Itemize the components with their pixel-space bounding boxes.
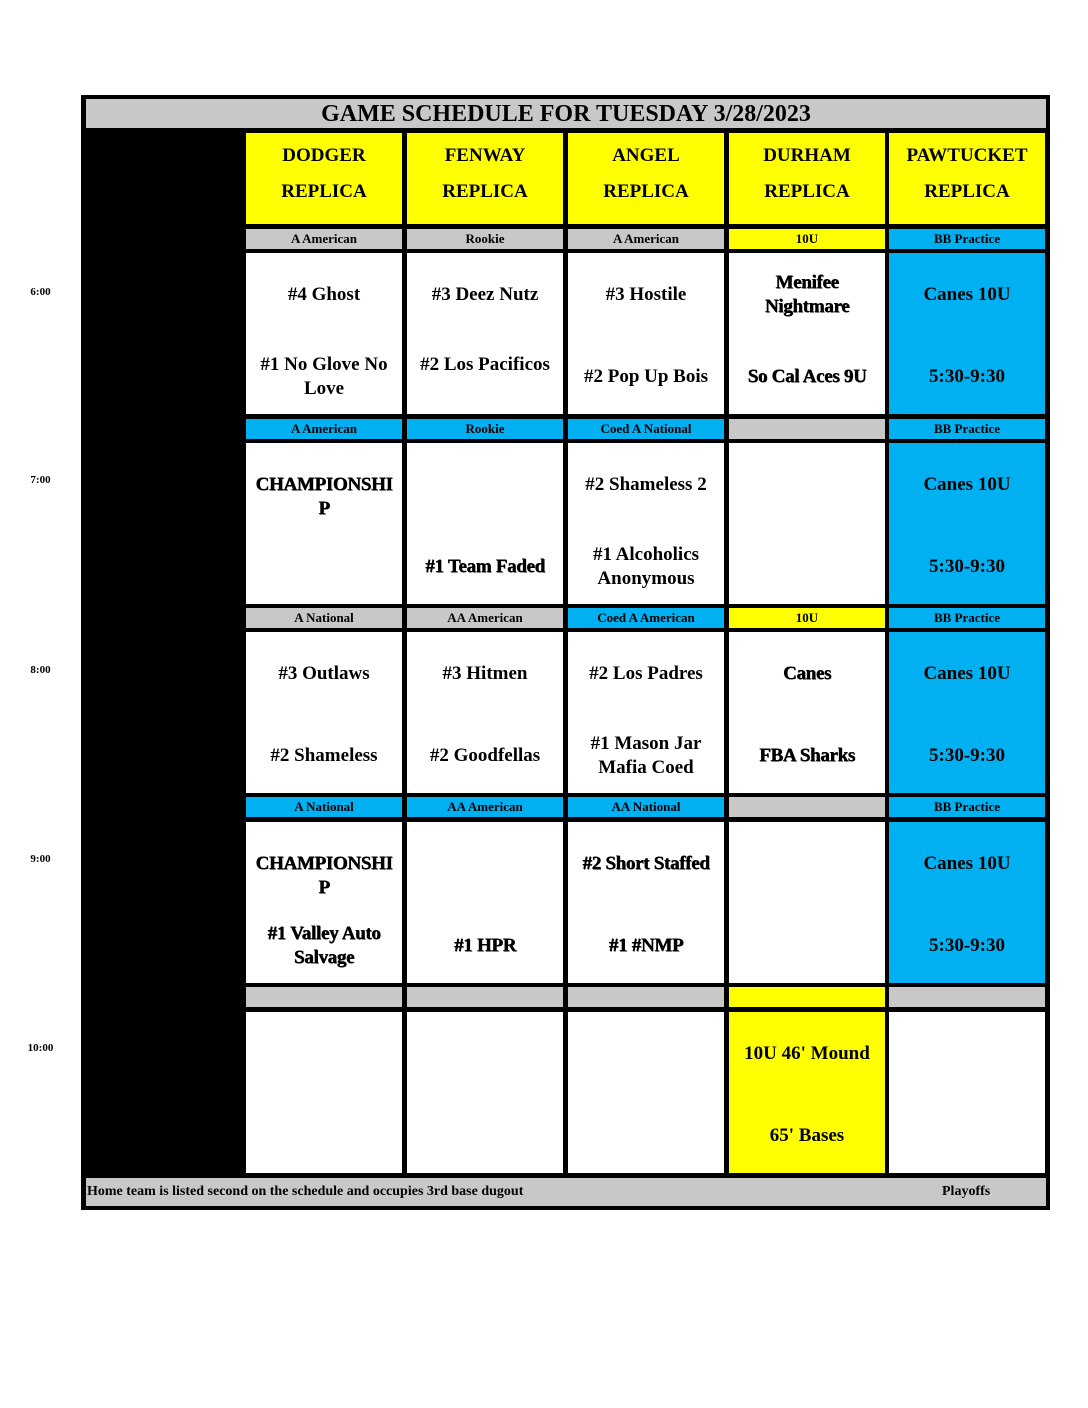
home-team: #1 Mason Jar Mafia Coed (590, 733, 702, 778)
division-label (568, 987, 724, 1007)
division-label: Rookie (407, 419, 563, 439)
division-label: BB Practice (889, 797, 1045, 817)
away-team: Canes (782, 663, 832, 684)
game-cell (246, 632, 402, 793)
time-label: 9:00 (30, 853, 51, 865)
away-team: Canes 10U (923, 474, 1011, 495)
division-label: A American (246, 229, 402, 249)
division-label: AA American (407, 608, 563, 628)
game-cell (568, 253, 724, 414)
time-label: 6:00 (30, 286, 51, 298)
game-cell (889, 632, 1045, 793)
field-name: PAWTUCKET (906, 145, 1028, 166)
division-label: A American (568, 229, 724, 249)
home-team: 5:30-9:30 (929, 935, 1005, 956)
game-cell (568, 443, 724, 604)
home-team: #1 #NMP (608, 935, 684, 956)
away-team: Menifee Nightmare (764, 272, 850, 317)
division-label: AA National (568, 797, 724, 817)
home-team: So Cal Aces 9U (747, 366, 867, 387)
field-subtitle: REPLICA (603, 181, 689, 202)
away-team: 10U 46' Mound (744, 1043, 870, 1064)
home-team: #2 Shameless (270, 745, 378, 766)
away-team: #2 Short Staffed (582, 853, 710, 874)
footer-bar (86, 1178, 1046, 1206)
game-cell (246, 1012, 402, 1173)
home-team: #2 Los Pacificos (420, 354, 550, 375)
game-cell (568, 1012, 724, 1173)
away-team: CHAMPIONSHIP (255, 474, 393, 519)
field-name: DURHAM (763, 145, 851, 166)
away-team: #3 Deez Nutz (431, 284, 539, 305)
division-label (729, 797, 885, 817)
home-team: #1 No Glove No Love (260, 354, 388, 399)
home-team: 5:30-9:30 (929, 366, 1005, 387)
game-cell (729, 253, 885, 414)
game-cell (246, 822, 402, 983)
away-team: #3 Hitmen (442, 663, 528, 684)
division-label: AA American (407, 797, 563, 817)
game-cell (246, 443, 402, 604)
home-team: 65' Bases (769, 1125, 845, 1146)
game-cell (889, 253, 1045, 414)
time-label: 8:00 (30, 664, 51, 676)
page-title: GAME SCHEDULE FOR TUESDAY 3/28/2023 (86, 99, 1046, 128)
away-team: #2 Shameless 2 (585, 474, 707, 495)
game-cell (407, 443, 563, 604)
home-team: #1 HPR (453, 935, 517, 956)
field-name: FENWAY (444, 145, 526, 166)
field-header-dodger (246, 133, 402, 224)
footer-note: Home team is listed second on the schedule and occupies 3rd base dugout (87, 1184, 524, 1199)
game-cell (407, 1012, 563, 1173)
division-label (407, 987, 563, 1007)
game-cell (568, 632, 724, 793)
field-header-pawtucket (889, 133, 1045, 224)
away-team: #4 Ghost (287, 284, 361, 305)
division-label: 10U (729, 229, 885, 249)
division-label (729, 419, 885, 439)
home-team: #2 Pop Up Bois (583, 366, 709, 387)
away-team: Canes 10U (923, 853, 1011, 874)
game-cell (246, 253, 402, 414)
field-name: ANGEL (612, 145, 680, 166)
home-team: 5:30-9:30 (929, 745, 1005, 766)
division-label (729, 987, 885, 1007)
division-label (889, 987, 1045, 1007)
game-cell (889, 1012, 1045, 1173)
away-team: Canes 10U (923, 284, 1011, 305)
game-cell (729, 443, 885, 604)
division-label: A National (246, 797, 402, 817)
division-label (246, 987, 402, 1007)
field-header-fenway (407, 133, 563, 224)
home-team: #1 Team Faded (425, 556, 545, 577)
time-label: 10:00 (27, 1042, 54, 1054)
home-team: FBA Sharks (759, 745, 855, 766)
away-team: #3 Hostile (605, 284, 687, 305)
game-cell (889, 822, 1045, 983)
game-cell (407, 253, 563, 414)
home-team: #1 Valley Auto Salvage (267, 923, 381, 968)
game-cell (889, 443, 1045, 604)
game-cell (729, 632, 885, 793)
home-team: #1 Alcoholics Anonymous (592, 544, 700, 589)
footer-legend: Playoffs (942, 1184, 991, 1199)
game-cell (729, 822, 885, 983)
field-name: DODGER (282, 145, 366, 166)
field-subtitle: REPLICA (764, 181, 850, 202)
away-team: CHAMPIONSHIP (255, 853, 393, 898)
division-label: 10U (729, 608, 885, 628)
away-team: Canes 10U (923, 663, 1011, 684)
game-cell (729, 1012, 885, 1173)
away-team: #2 Los Padres (589, 663, 703, 684)
division-label: Coed A American (568, 608, 724, 628)
field-header-durham (729, 133, 885, 224)
division-label: Rookie (407, 229, 563, 249)
away-team: #3 Outlaws (278, 663, 370, 684)
game-cell (407, 822, 563, 983)
time-label: 7:00 (30, 474, 51, 486)
division-label: A National (246, 608, 402, 628)
field-header-angel (568, 133, 724, 224)
home-team: #2 Goodfellas (429, 745, 541, 766)
division-label: BB Practice (889, 608, 1045, 628)
division-label: A American (246, 419, 402, 439)
division-label: BB Practice (889, 229, 1045, 249)
division-label: Coed A National (568, 419, 724, 439)
field-subtitle: REPLICA (281, 181, 367, 202)
field-subtitle: REPLICA (924, 181, 1010, 202)
game-cell (407, 632, 563, 793)
game-cell (568, 822, 724, 983)
home-team: 5:30-9:30 (929, 556, 1005, 577)
field-subtitle: REPLICA (442, 181, 528, 202)
division-label: BB Practice (889, 419, 1045, 439)
